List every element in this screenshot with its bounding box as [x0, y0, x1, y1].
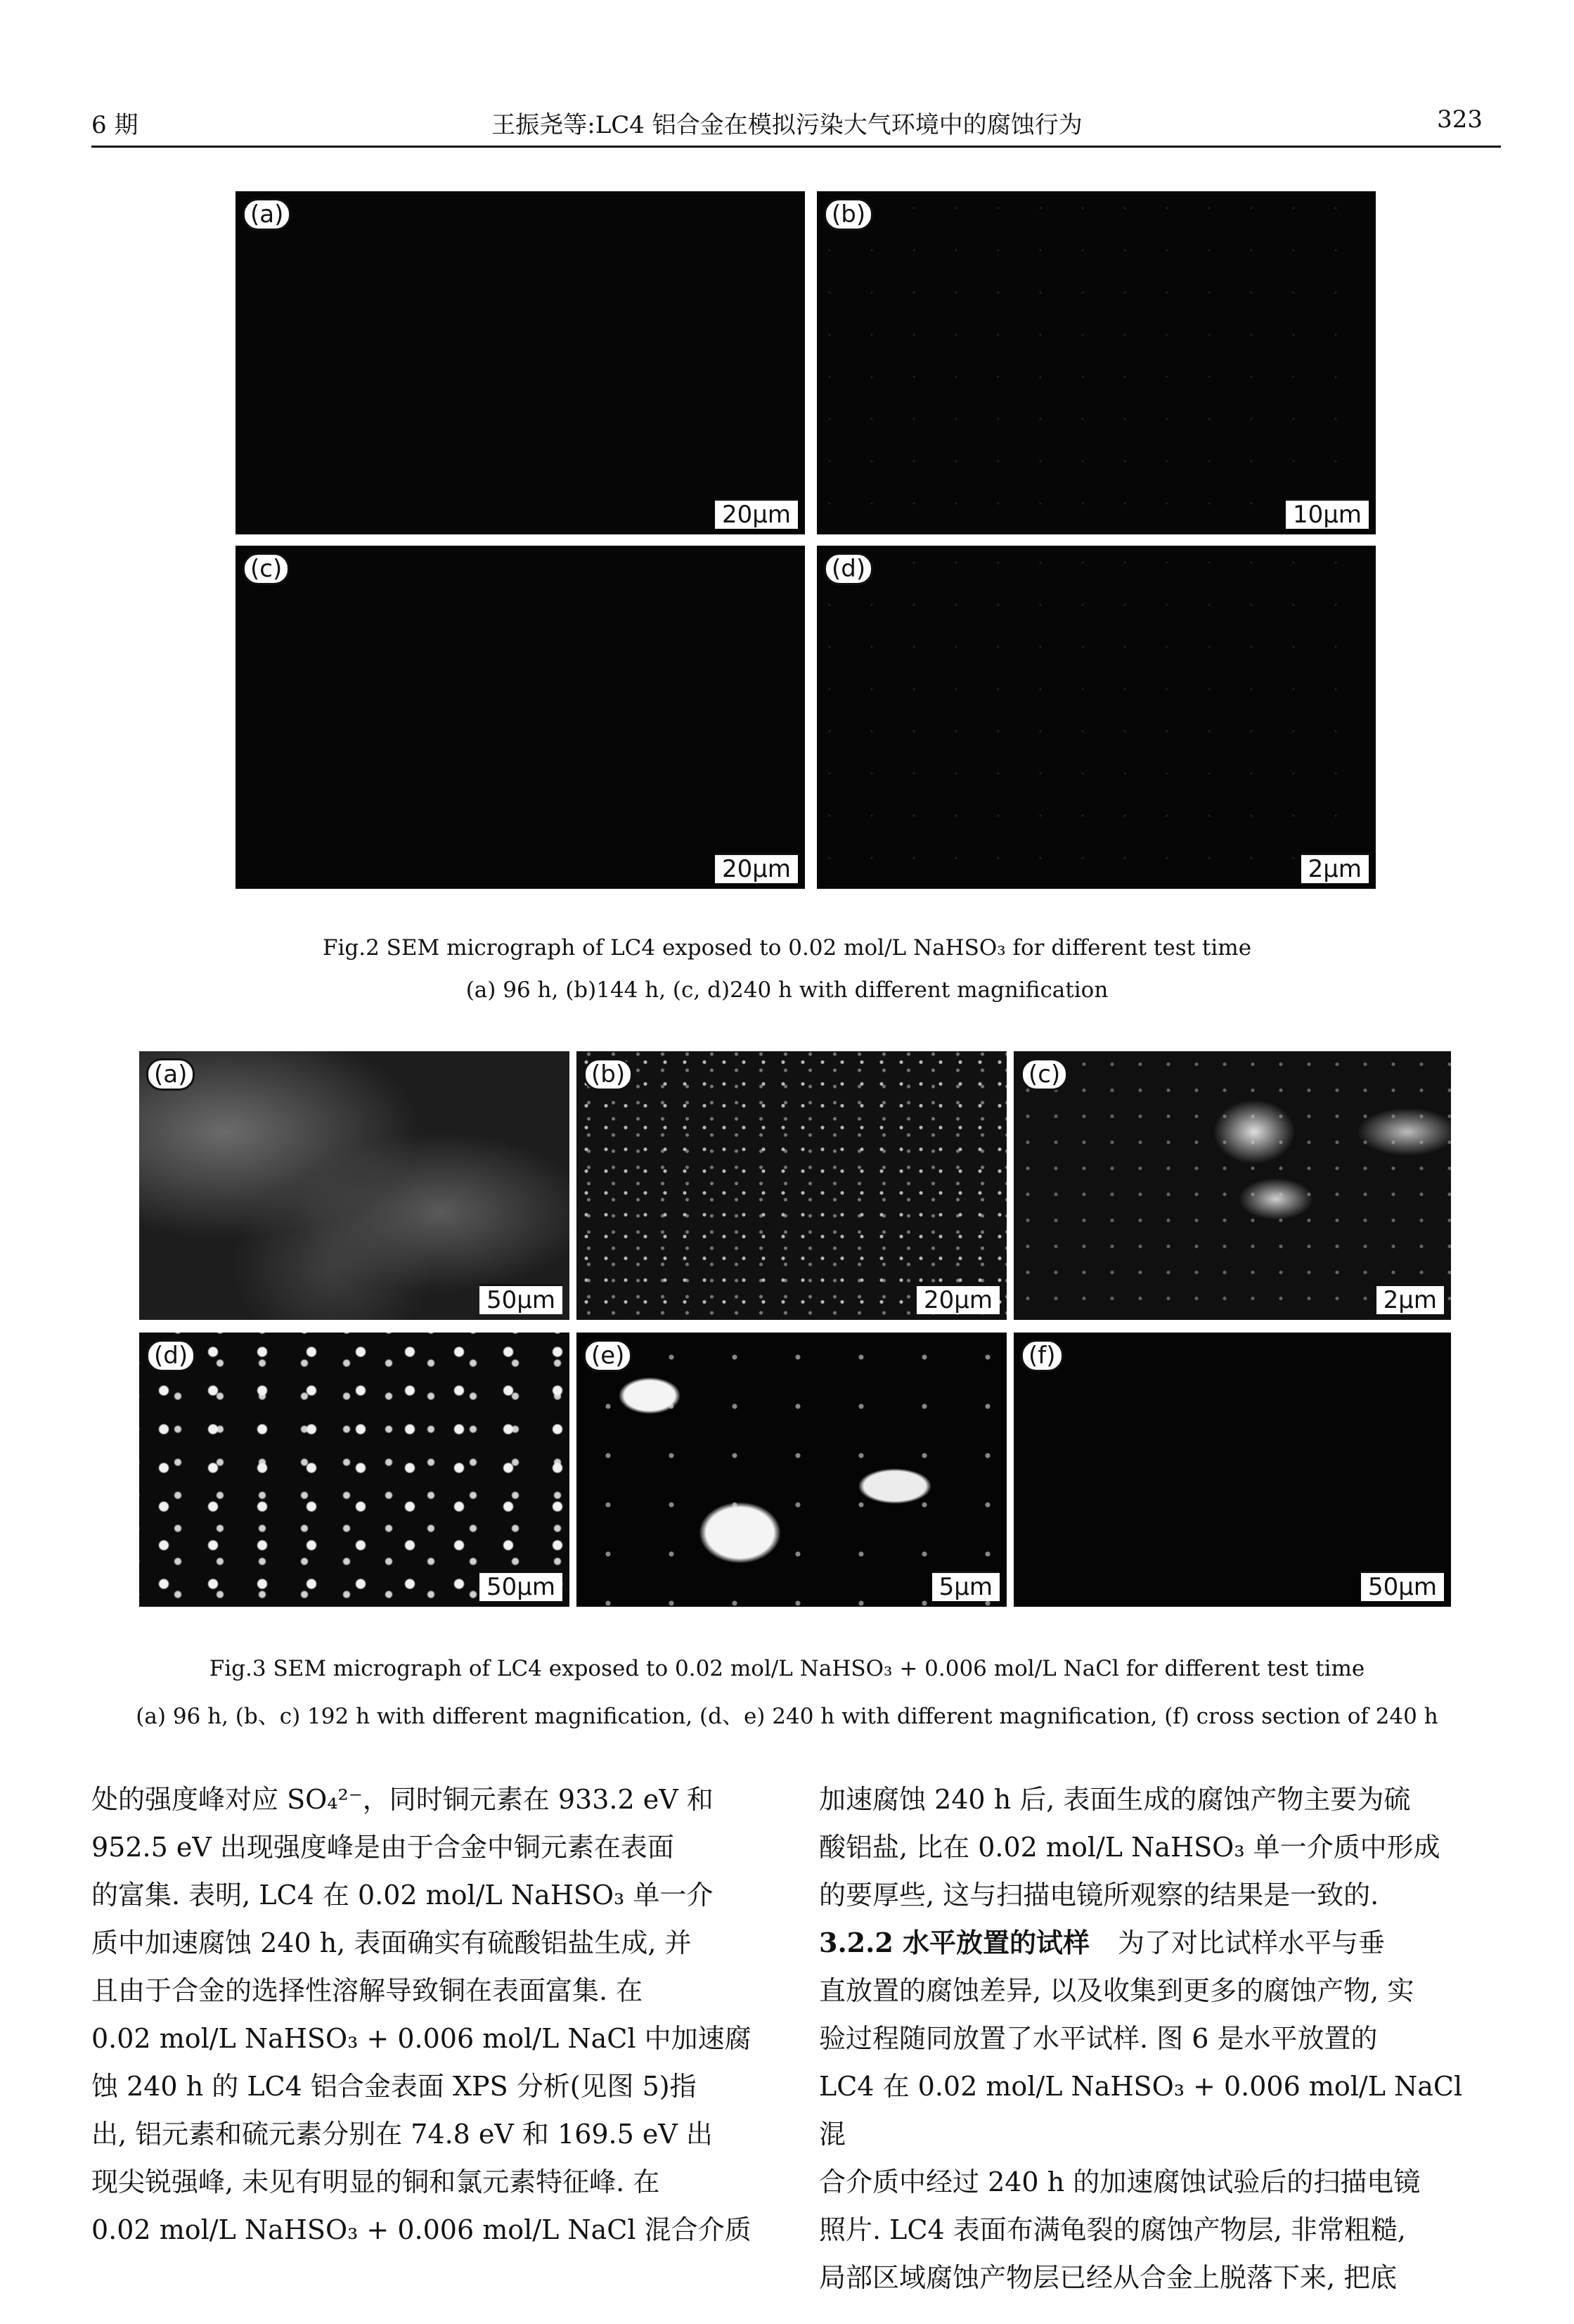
- body-line: 酸铝盐, 比在 0.02 mol/L NaHSO₃ 单一介质中形成: [819, 1832, 1440, 1863]
- panel-label: (c): [1021, 1058, 1068, 1091]
- scale-bar: 20μm: [917, 1284, 1000, 1314]
- body-line: 为了对比试样水平与垂: [1118, 1927, 1386, 1958]
- body-line: 局部区域腐蚀产物层已经从合金上脱落下来, 把底: [819, 2262, 1398, 2293]
- running-title: 王振尧等:LC4 铝合金在模拟污染大气环境中的腐蚀行为: [491, 111, 1083, 139]
- body-line: 直放置的腐蚀差异, 以及收集到更多的腐蚀产物, 实: [819, 1975, 1414, 2006]
- panel-label: (b): [824, 198, 873, 231]
- fig2-caption-line2: (a) 96 h, (b)144 h, (c, d)240 h with different magnification: [465, 977, 1109, 1003]
- panel-label: (a): [146, 1058, 195, 1091]
- fig3-panel-f: [1014, 1333, 1451, 1607]
- body-line: 蚀 240 h 的 LC4 铝合金表面 XPS 分析(见图 5)指: [91, 2071, 697, 2102]
- scale-bar: 20μm: [715, 853, 798, 883]
- scale-bar: 20μm: [715, 499, 798, 529]
- body-line: 验过程随同放置了水平试样. 图 6 是水平放置的: [819, 2023, 1378, 2054]
- fig3-panel-c: [1014, 1051, 1451, 1320]
- body-line: 0.02 mol/L NaHSO₃ + 0.006 mol/L NaCl 中加速腐: [91, 2023, 751, 2054]
- scale-bar: 50μm: [1361, 1571, 1444, 1601]
- fig3-panel-a: [139, 1051, 569, 1320]
- fig3-panel-d: [139, 1333, 569, 1607]
- subsection-line: [819, 1919, 1494, 1967]
- panel-label: (b): [583, 1058, 633, 1091]
- fig3-panel-b: [576, 1051, 1007, 1320]
- body-line: 0.02 mol/L NaHSO₃ + 0.006 mol/L NaCl 混合介质: [91, 2214, 751, 2245]
- body-line: 的要厚些, 这与扫描电镜所观察的结果是一致的.: [819, 1880, 1379, 1911]
- panel-label: (c): [243, 553, 290, 585]
- body-line: 出, 铝元素和硫元素分别在 74.8 eV 和 169.5 eV 出: [91, 2119, 713, 2150]
- header-rule: [91, 146, 1501, 148]
- fig2-panel-c: [236, 546, 805, 889]
- left-column: [91, 1776, 766, 2254]
- fig2-caption-line1: Fig.2 SEM micrograph of LC4 exposed to 0.02 mol/L NaHSO₃ for different test time: [322, 935, 1252, 961]
- panel-label: (d): [824, 553, 873, 585]
- right-column: [819, 1776, 1494, 2301]
- scale-bar: 10μm: [1286, 499, 1369, 529]
- scale-bar: 50μm: [479, 1571, 562, 1601]
- scale-bar: 2μm: [1376, 1284, 1444, 1314]
- fig3-caption-line1: Fig.3 SEM micrograph of LC4 exposed to 0.02 mol/L NaHSO₃ + 0.006 mol/L NaCl for different test time: [209, 1656, 1365, 1681]
- body-line: 的富集. 表明, LC4 在 0.02 mol/L NaHSO₃ 单一介: [91, 1880, 714, 1911]
- fig3-caption-line2: (a) 96 h, (b、c) 192 h with different magnification, (d、e) 240 h with different magnification, (f) cross section of 240 h: [136, 1704, 1438, 1729]
- body-line: LC4 在 0.02 mol/L NaHSO₃ + 0.006 mol/L NaCl 混: [819, 2071, 1463, 2150]
- body-line: 合介质中经过 240 h 的加速腐蚀试验后的扫描电镜: [819, 2166, 1421, 2197]
- scale-bar: 2μm: [1301, 853, 1369, 883]
- panel-label: (d): [146, 1340, 195, 1372]
- issue-number: 6 期: [91, 111, 138, 139]
- panel-label: (a): [243, 198, 291, 231]
- fig2-panel-b: [817, 191, 1376, 534]
- fig3-panel-e: [576, 1333, 1007, 1607]
- body-line: 质中加速腐蚀 240 h, 表面确实有硫酸铝盐生成, 并: [91, 1927, 692, 1958]
- scale-bar: 5μm: [932, 1571, 1000, 1601]
- body-line: 现尖锐强峰, 未见有明显的铜和氯元素特征峰. 在: [91, 2166, 660, 2197]
- page-number: 323: [1437, 105, 1483, 134]
- fig2-panel-a: [236, 191, 805, 534]
- fig2-panel-d: [817, 546, 1376, 889]
- panel-label: (e): [583, 1340, 632, 1372]
- body-line: 952.5 eV 出现强度峰是由于合金中铜元素在表面: [91, 1832, 674, 1863]
- body-line: 处的强度峰对应 SO₄²⁻，同时铜元素在 933.2 eV 和: [91, 1784, 714, 1815]
- body-line: 照片. LC4 表面布满龟裂的腐蚀产物层, 非常粗糙,: [819, 2214, 1406, 2245]
- body-line: 且由于合金的选择性溶解导致铜在表面富集. 在: [91, 1975, 643, 2006]
- scale-bar: 50μm: [479, 1284, 562, 1314]
- subsection-heading: 3.2.2 水平放置的试样: [819, 1927, 1090, 1958]
- body-line: 加速腐蚀 240 h 后, 表面生成的腐蚀产物主要为硫: [819, 1784, 1411, 1815]
- panel-label: (f): [1021, 1340, 1064, 1372]
